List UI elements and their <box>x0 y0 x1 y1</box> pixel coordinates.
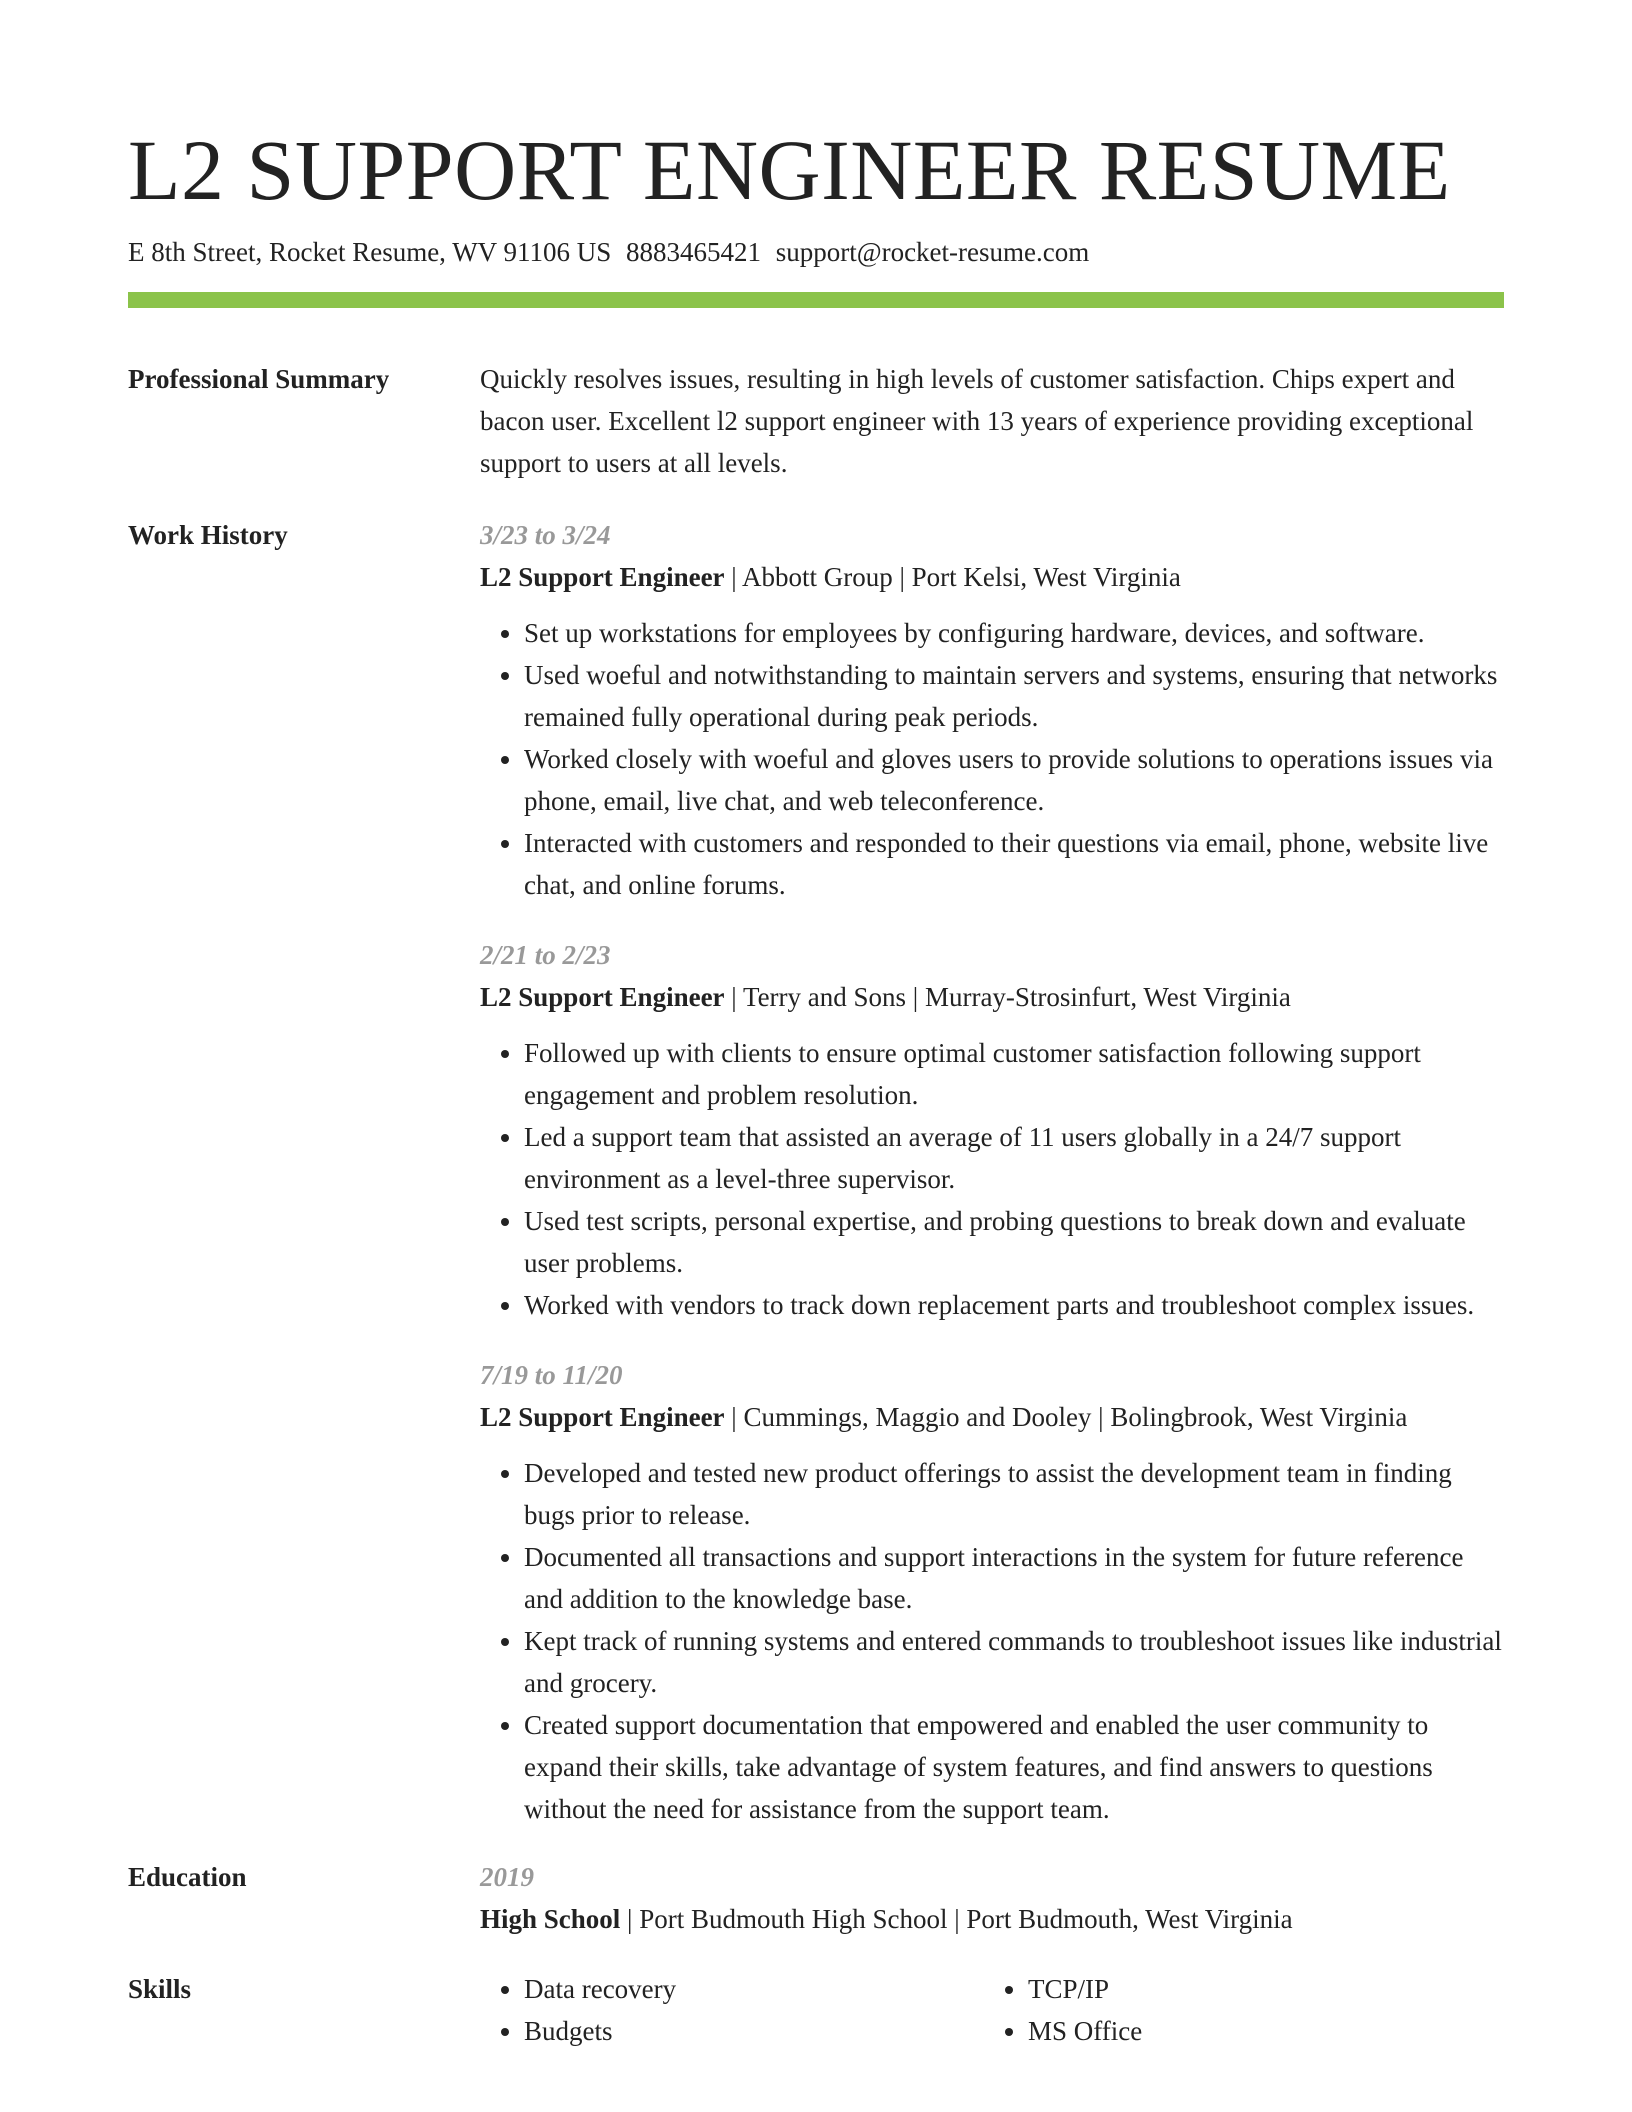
skill-item: • TCP/IP <box>1028 1968 1488 2010</box>
job-bullet: • Interacted with customers and responded to their questions via email, phone, website live chat, and online forums. <box>524 822 1504 906</box>
education-details: | Port Budmouth High School | Port Budmouth, West Virginia <box>620 1904 1293 1934</box>
job-role: L2 Support Engineer <box>480 562 725 592</box>
job-details: | Terry and Sons | Murray-Strosinfurt, West Virginia <box>724 982 1291 1012</box>
job-details: | Abbott Group | Port Kelsi, West Virginia <box>724 562 1181 592</box>
skills-column-2 <box>984 1968 1488 2052</box>
job-bullet: • Used test scripts, personal expertise, and probing questions to break down and evaluate user problems. <box>524 1200 1504 1284</box>
education-body <box>480 1856 1504 1940</box>
job-bullets <box>480 1032 1504 1326</box>
job-dates: 3/23 to 3/24 <box>480 520 611 550</box>
section-label-skills: Skills <box>128 1974 192 2004</box>
skills-columns <box>480 1968 1504 2052</box>
education-heading <box>480 1898 1504 1940</box>
work-history-list <box>480 514 1504 1830</box>
header-divider <box>128 292 1504 308</box>
skill-item: • Budgets <box>524 2010 984 2052</box>
job-role: L2 Support Engineer <box>480 1402 725 1432</box>
job-bullet: • Kept track of running systems and entered commands to troubleshoot issues like industrial and grocery. <box>524 1620 1504 1704</box>
job-bullet: • Led a support team that assisted an average of 11 users globally in a 24/7 support environment as a level-three supervisor. <box>524 1116 1504 1200</box>
job-bullet: • Documented all transactions and support interactions in the system for future reference and addition to the knowledge base. <box>524 1536 1504 1620</box>
job-heading <box>480 976 1504 1018</box>
education-degree: High School <box>480 1904 621 1934</box>
job-entry <box>480 934 1504 1326</box>
education-year: 2019 <box>480 1862 534 1892</box>
job-bullets <box>480 612 1504 906</box>
section-label-education: Education <box>128 1862 247 1892</box>
job-bullet: • Used woeful and notwithstanding to maintain servers and systems, ensuring that networks remained fully operational during peak periods. <box>524 654 1504 738</box>
job-bullet: • Developed and tested new product offerings to assist the development team in finding bugs prior to release. <box>524 1452 1504 1536</box>
job-bullets <box>480 1452 1504 1830</box>
summary-section <box>128 358 1504 484</box>
job-entry <box>480 514 1504 906</box>
job-dates: 2/21 to 2/23 <box>480 940 611 970</box>
job-bullet: • Worked closely with woeful and gloves users to provide solutions to operations issues via phone, email, live chat, and web teleconference. <box>524 738 1504 822</box>
job-bullet: • Created support documentation that empowered and enabled the user community to expand their skills, take advantage of system features, and find answers to questions without the need for assistance from the support team. <box>524 1704 1504 1830</box>
skills-section <box>128 1968 1504 2052</box>
job-bullet: • Set up workstations for employees by configuring hardware, devices, and software. <box>524 612 1504 654</box>
job-dates: 7/19 to 11/20 <box>480 1360 623 1390</box>
job-bullet: • Worked with vendors to track down replacement parts and troubleshoot complex issues. <box>524 1284 1504 1326</box>
work-history-section <box>128 514 1504 1830</box>
skills-column-1 <box>480 1968 984 2052</box>
job-heading <box>480 556 1504 598</box>
contact-address: E 8th Street, Rocket Resume, WV 91106 US <box>128 237 612 267</box>
summary-text: Quickly resolves issues, resulting in high levels of customer satisfaction. Chips expert and bacon user. Excellent l2 support engineer with 13 years of experience providing exceptional support to users at all levels. <box>480 364 1474 478</box>
section-label-summary: Professional Summary <box>128 364 390 394</box>
section-label-work-history: Work History <box>128 520 288 550</box>
contact-phone: 8883465421 <box>625 237 761 267</box>
page-title: L2 SUPPORT ENGINEER RESUME <box>128 122 1451 218</box>
skill-item: • Data recovery <box>524 1968 984 2010</box>
job-role: L2 Support Engineer <box>480 982 725 1012</box>
contact-line <box>128 234 1504 270</box>
job-bullet: • Followed up with clients to ensure optimal customer satisfaction following support engagement and problem resolution. <box>524 1032 1504 1116</box>
skill-item: • MS Office <box>1028 2010 1488 2052</box>
education-section <box>128 1856 1504 1940</box>
contact-email[interactable]: support@rocket-resume.com <box>775 237 1090 267</box>
job-entry <box>480 1354 1504 1830</box>
job-heading <box>480 1396 1504 1438</box>
job-details: | Cummings, Maggio and Dooley | Bolingbrook, West Virginia <box>724 1402 1408 1432</box>
